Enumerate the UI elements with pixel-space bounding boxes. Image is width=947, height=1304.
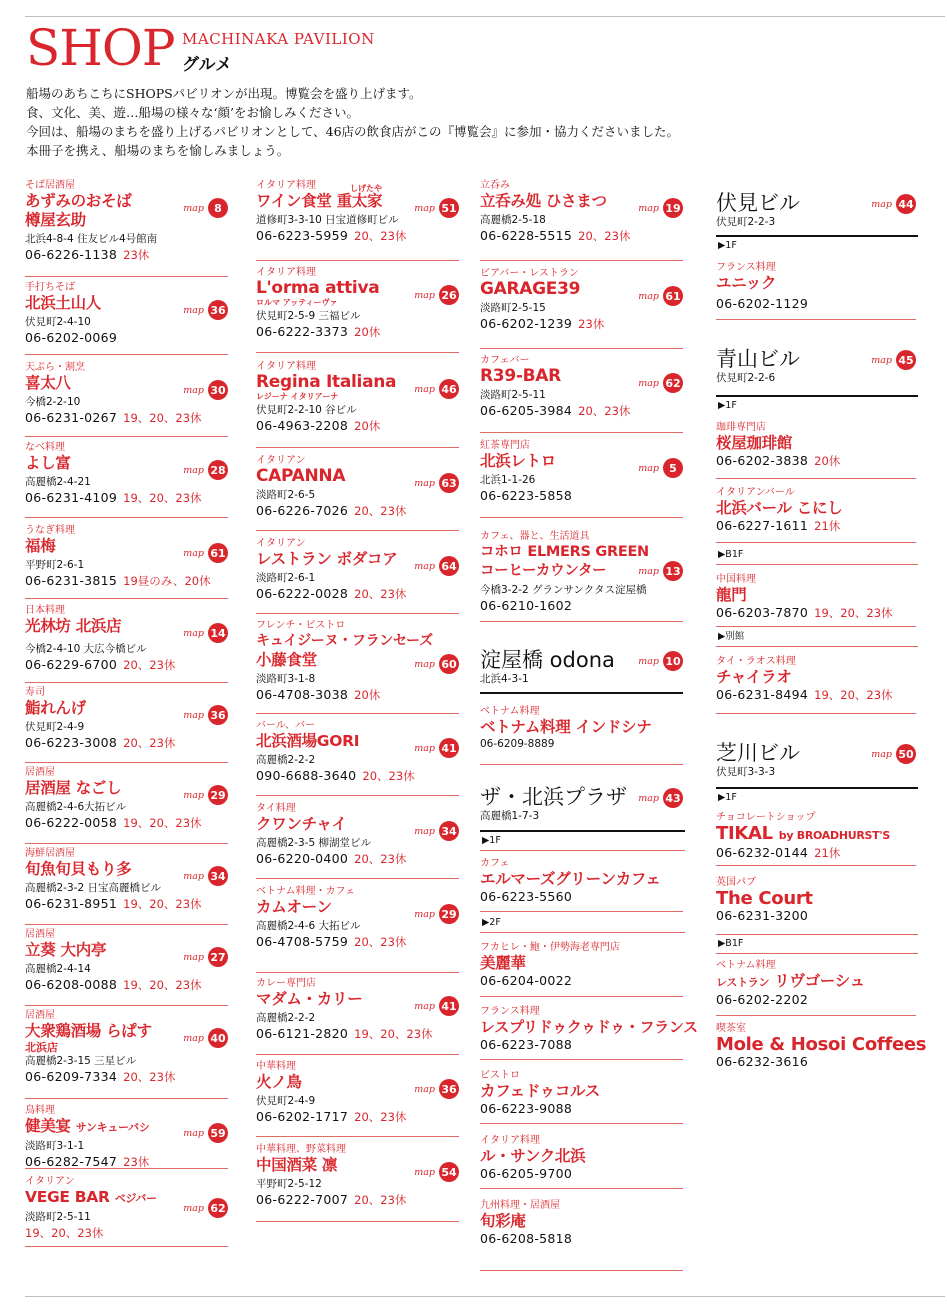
shop-entry[interactable]: 海鮮居酒屋 旬魚旬貝もり多 高麗橋2-3-2 日宝高麗橋ビル 06-6231-8951 19、20、23休 map 34 [25,848,228,925]
shop-entry[interactable]: 中国料理 龍門 06-6203-7870 19、20、23休 [716,574,916,627]
shop-entry[interactable]: 居酒屋 立葵 大内亭 高麗橋2-4-14 06-6208-0088 19、20、23休 map 27 [25,929,228,1006]
shop-entry[interactable]: タイ料理 クワンチャイ 高麗橋2-3-5 柳湖堂ビル 06-6220-0400 20、23休 map 34 [256,803,459,879]
shop-entry[interactable]: 日本料理 光林坊 北浜店 今橋2-4-10 大広今橋ビル 06-6229-6700 20、23休 map 14 [25,605,228,683]
shop-entry[interactable]: 中華料理、野菜料理 中国酒菜 凛 平野町2-5-12 06-6222-7007 20、23休 map 54 [256,1144,459,1222]
floor-label: ▶別館 [716,628,918,647]
shop-entry[interactable]: 紅茶専門店 北浜レトロ 北浜1-1-26 06-6223-5858 map 5 [480,440,683,518]
map-badge[interactable]: map 34 [183,866,228,886]
shop-entry[interactable]: 中華料理 火ノ鳥 伏見町2-4-9 06-6202-1717 20、23休 map 36 [256,1061,459,1137]
map-badge[interactable]: map 63 [414,473,459,493]
map-badge[interactable]: map 60 [414,654,459,674]
map-badge[interactable]: map 41 [414,996,459,1016]
map-badge[interactable]: map 36 [414,1079,459,1099]
shop-entry[interactable]: イタリア料理 Regina Italiana レジーナ イタリアーナ 伏見町2-2-10 谷ビル 06-4963-2208 20休 map 46 [256,361,459,448]
shop-entry[interactable]: ベトナム料理 レストラン リヴゴーシュ 06-6202-2202 [716,960,916,1016]
map-badge[interactable]: map 44 [871,194,916,214]
map-badge[interactable]: map 27 [183,947,228,967]
intro-text: 船場のあちこちにSHOPSパビリオンが出現。博覧会を盛り上げます。 食、文化、美、遊…船場の様々な‘顔’をお愉しみください。 今回は、船場のまちを盛り上げるパビリオンとして、46店の飲食店がこの『博覧会』に参加・協力くださいました。 本冊子を携え、船場のまちを愉しみましょう。 [26,86,680,158]
map-badge[interactable]: map 30 [183,380,228,400]
map-badge[interactable]: map 41 [414,738,459,758]
shop-entry[interactable]: カレー専門店 マダム・カリー 高麗橋2-2-2 06-6121-2820 19、20、23休 map 41 [256,978,459,1055]
shop-entry[interactable]: イタリア料理 しげたや ワイン食堂 重太家 道修町3-3-10 日宝道修町ビル 06-6223-5959 20、23休 map 51 [256,180,459,261]
map-badge[interactable]: map 64 [414,556,459,576]
shop-entry[interactable]: 居酒屋 大衆鶏酒場 らぱす 北浜店 高麗橋2-3-15 三星ビル 06-6209-7334 20、23休 map 40 [25,1010,228,1099]
map-badge[interactable]: map 26 [414,285,459,305]
shop-entry[interactable]: 喫茶室 Mole & Hosoi Coffees 06-6232-3616 [716,1023,927,1069]
map-badge[interactable]: map 61 [183,543,228,563]
map-badge[interactable]: map 62 [638,373,683,393]
shop-entry[interactable]: イタリア料理 ル・サンク北浜 06-6205-9700 [480,1135,683,1189]
map-badge[interactable]: map 46 [414,379,459,399]
shop-entry[interactable]: 立呑み 立呑み処 ひさまつ 高麗橋2-5-18 06-6228-5515 20、23休 map 19 [480,180,683,261]
shop-entry[interactable]: カフェ エルマーズグリーンカフェ 06-6223-5560 [480,858,683,912]
building-fushimi: 伏見ビル 伏見町2-2-3 map 44 [716,190,916,229]
building-aoyama: 青山ビル 伏見町2-2-6 map 45 [716,346,916,385]
shop-entry[interactable]: 鳥料理 健美宴 サンキューバシ 淡路町3-1-1 06-6282-7547 23休 map 59 [25,1105,228,1169]
section-category: グルメ [182,55,232,75]
shop-entry[interactable]: 英国パブ The Court 06-6231-3200 [716,877,813,923]
map-badge[interactable]: map 40 [183,1028,228,1048]
shop-entry[interactable]: フランス料理 ユニック 06-6202-1129 [716,262,916,320]
floor-label: ▶B1F [716,546,918,565]
map-badge[interactable]: map 50 [871,744,916,764]
map-badge[interactable]: map 45 [871,350,916,370]
map-badge[interactable]: map 43 [638,788,683,808]
shop-entry[interactable]: イタリアン レストラン ボダコア 淡路町2-6-1 06-6222-0028 20、23休 map 64 [256,538,459,614]
shop-entry[interactable]: カフェバー R39-BAR 淡路町2-5-11 06-6205-3984 20、23休 map 62 [480,355,683,433]
page-title: SHOP [26,19,175,77]
shop-entry[interactable]: フランス料理 レスプリドゥクゥドゥ・フランス 06-6223-7088 [480,1006,683,1060]
shop-entry[interactable]: そば居酒屋 あずみのおそば 樽屋玄助 北浜4-8-4 住友ビル4号館南 06-6226-1138 23休 map 8 [25,180,228,277]
building-shibakawa: 芝川ビル 伏見町3-3-3 map 50 [716,740,916,779]
shop-entry[interactable]: 手打ちそば 北浜土山人 伏見町2-4-10 06-6202-0069 map 36 [25,282,228,355]
floor-label: ▶1F [716,395,918,415]
bottom-rule [25,1296,945,1297]
building-odona: 淀屋橋 odona 北浜4-3-1 map 10 [480,647,683,694]
shop-entry[interactable]: フレンチ・ビストロ キュイジーヌ・フランセーズ 小藤食堂 淡路町3-1-8 06-4708-3038 20休 map 60 [256,620,459,714]
map-badge[interactable]: map 36 [183,705,228,725]
map-badge[interactable]: map 51 [414,198,459,218]
map-badge[interactable]: map 10 [638,651,683,671]
shop-entry[interactable]: フカヒレ・鮑・伊勢海老専門店 美麗華 06-6204-0022 [480,942,683,997]
map-badge[interactable]: map 34 [414,821,459,841]
shop-entry[interactable]: なべ料理 よし富 高麗橋2-4-21 06-6231-4109 19、20、23休 map 28 [25,442,228,518]
top-rule [25,16,945,17]
shop-entry[interactable]: ビアバー・レストラン GARAGE39 淡路町2-5-15 06-6202-1239 23休 map 61 [480,268,683,349]
shop-entry[interactable]: 居酒屋 居酒屋 なごし 高麗橋2-4-6大拓ビル 06-6222-0058 19、20、23休 map 29 [25,767,228,844]
shop-entry[interactable]: 珈琲専門店 桜屋珈琲館 06-6202-3838 20休 [716,422,916,479]
floor-label: ▶1F [480,830,685,851]
shop-entry[interactable]: カフェ、器と、生活道具 コホロ ELMERS GREEN コーヒーカウンター 今橋3-2-2 グランサンクタス淀屋橋 06-6210-1602 map 13 [480,531,683,622]
map-badge[interactable]: map 61 [638,286,683,306]
shop-entry[interactable]: バール、バー 北浜酒場GORI 高麗橋2-2-2 090-6688-3640 20、23休 map 41 [256,720,459,796]
floor-label: ▶1F [716,787,918,807]
map-badge[interactable]: map 14 [183,623,228,643]
map-badge[interactable]: map 62 [183,1198,228,1218]
shop-entry[interactable]: ビストロ カフェドゥコルス 06-6223-9088 [480,1070,683,1124]
floor-label: ▶2F [480,914,685,933]
shop-entry[interactable]: タイ・ラオス料理 チャイラオ 06-6231-8494 19、20、23休 [716,656,916,714]
shop-entry[interactable]: イタリアン VEGE BAR ベジバー 淡路町2-5-11 19、20、23休 map 62 [25,1176,228,1247]
map-badge[interactable]: map 5 [638,458,683,478]
map-badge[interactable]: map 13 [638,561,683,581]
shop-entry[interactable]: イタリア料理 L'orma attiva ロルマ アッティーヴァ 伏見町2-5-9 三福ビル 06-6222-3373 20休 map 26 [256,267,459,353]
floor-label: ▶1F [716,235,918,255]
shop-entry[interactable]: チョコレートショップ TIKAL by BROADHURST'S 06-6232-0144 21休 [716,812,916,866]
map-badge[interactable]: map 29 [414,904,459,924]
map-badge[interactable]: map 28 [183,460,228,480]
map-badge[interactable]: map 29 [183,785,228,805]
map-badge[interactable]: map 8 [183,198,228,218]
building-plaza: ザ・北浜プラザ 高麗橋1-7-3 map 43 [480,784,683,823]
map-badge[interactable]: map 54 [414,1162,459,1182]
shop-entry[interactable]: 天ぷら・割烹 喜太八 今橋2-2-10 06-6231-0267 19、20、23休 map 30 [25,362,228,437]
shop-entry[interactable]: 九州料理・居酒屋 旬彩庵 06-6208-5818 [480,1200,683,1271]
map-badge[interactable]: map 36 [183,300,228,320]
floor-label: ▶B1F [716,934,918,954]
shop-entry[interactable]: 寿司 鮨れんげ 伏見町2-4-9 06-6223-3008 20、23休 map 36 [25,687,228,763]
shop-entry[interactable]: ベトナム料理 ベトナム料理 インドシナ 06-6209-8889 [480,706,683,765]
shop-entry[interactable]: うなぎ料理 福梅 平野町2-6-1 06-6231-3815 19昼のみ、20休 map 61 [25,525,228,599]
map-badge[interactable]: map 19 [638,198,683,218]
map-badge[interactable]: map 59 [183,1123,228,1143]
page-subtitle: MACHINAKA PAVILION [182,30,375,48]
shop-entry[interactable]: ベトナム料理・カフェ カムオーン 高麗橋2-4-6 大拓ビル 06-4708-5759 20、23休 map 29 [256,886,459,973]
shop-entry[interactable]: イタリアン CAPANNA 淡路町2-6-5 06-6226-7026 20、23休 map 63 [256,455,459,531]
shop-entry[interactable]: イタリアンバール 北浜バール こにし 06-6227-1611 21休 [716,487,916,543]
